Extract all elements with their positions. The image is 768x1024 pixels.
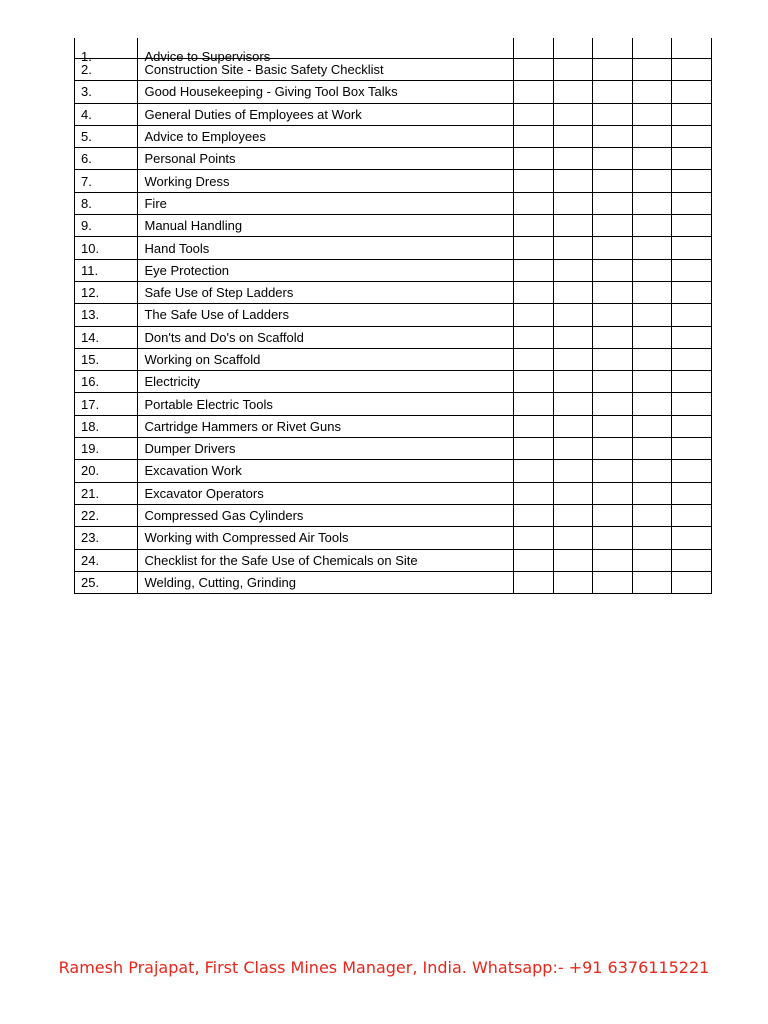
check-box-cell[interactable] bbox=[553, 482, 593, 504]
check-box-cell[interactable] bbox=[514, 549, 554, 571]
row-topic: Electricity bbox=[138, 371, 514, 393]
table-row bbox=[75, 482, 712, 504]
check-box-cell[interactable] bbox=[672, 326, 712, 348]
table-row bbox=[75, 393, 712, 415]
row-number: 21. bbox=[75, 482, 138, 504]
check-box-cell[interactable] bbox=[632, 237, 672, 259]
check-box-cell[interactable] bbox=[593, 59, 633, 81]
check-box-cell[interactable] bbox=[514, 371, 554, 393]
checklist-table-body bbox=[75, 38, 712, 594]
row-number: 12. bbox=[75, 281, 138, 303]
row-topic: Personal Points bbox=[138, 148, 514, 170]
check-box-cell[interactable] bbox=[672, 81, 712, 103]
check-box-cell[interactable] bbox=[593, 215, 633, 237]
check-box-cell[interactable] bbox=[593, 348, 633, 370]
table-row bbox=[75, 170, 712, 192]
check-box-cell[interactable] bbox=[553, 393, 593, 415]
check-box-cell[interactable] bbox=[632, 438, 672, 460]
check-box-cell[interactable] bbox=[632, 504, 672, 526]
check-box-cell[interactable] bbox=[553, 259, 593, 281]
check-box-cell[interactable] bbox=[593, 549, 633, 571]
check-box-cell[interactable] bbox=[593, 304, 633, 326]
table-row bbox=[75, 460, 712, 482]
check-box-cell[interactable] bbox=[632, 415, 672, 437]
check-box-cell[interactable] bbox=[514, 460, 554, 482]
row-number: 25. bbox=[75, 571, 138, 593]
row-number: 17. bbox=[75, 393, 138, 415]
check-box-cell[interactable] bbox=[514, 38, 554, 59]
check-box-cell[interactable] bbox=[553, 371, 593, 393]
check-box-cell[interactable] bbox=[514, 304, 554, 326]
check-box-cell[interactable] bbox=[553, 504, 593, 526]
table-row bbox=[75, 438, 712, 460]
check-box-cell[interactable] bbox=[514, 259, 554, 281]
table-row bbox=[75, 125, 712, 147]
check-box-cell[interactable] bbox=[672, 504, 712, 526]
check-box-cell[interactable] bbox=[672, 571, 712, 593]
check-box-cell[interactable] bbox=[593, 148, 633, 170]
table-row bbox=[75, 415, 712, 437]
check-box-cell[interactable] bbox=[553, 348, 593, 370]
table-row bbox=[75, 81, 712, 103]
check-box-cell[interactable] bbox=[672, 281, 712, 303]
row-number: 4. bbox=[75, 103, 138, 125]
row-topic: Good Housekeeping - Giving Tool Box Talks bbox=[138, 81, 514, 103]
table-row bbox=[75, 237, 712, 259]
check-box-cell[interactable] bbox=[553, 237, 593, 259]
row-topic: Working Dress bbox=[138, 170, 514, 192]
check-box-cell[interactable] bbox=[593, 237, 633, 259]
row-topic: Working on Scaffold bbox=[138, 348, 514, 370]
check-box-cell[interactable] bbox=[553, 215, 593, 237]
table-row bbox=[75, 281, 712, 303]
check-box-cell[interactable] bbox=[553, 103, 593, 125]
check-box-cell[interactable] bbox=[553, 170, 593, 192]
check-box-cell[interactable] bbox=[514, 326, 554, 348]
check-box-cell[interactable] bbox=[672, 371, 712, 393]
check-box-cell[interactable] bbox=[593, 527, 633, 549]
table-row bbox=[75, 148, 712, 170]
check-box-cell[interactable] bbox=[632, 371, 672, 393]
check-box-cell[interactable] bbox=[632, 348, 672, 370]
row-topic: Compressed Gas Cylinders bbox=[138, 504, 514, 526]
check-box-cell[interactable] bbox=[593, 103, 633, 125]
row-topic: General Duties of Employees at Work bbox=[138, 103, 514, 125]
row-topic: Fire bbox=[138, 192, 514, 214]
check-box-cell[interactable] bbox=[672, 38, 712, 59]
row-number: 24. bbox=[75, 549, 138, 571]
row-number: 19. bbox=[75, 438, 138, 460]
footer-watermark-banner: Ramesh Prajapat, First Class Mines Manager, India. Whatsapp:- +91 6376115221 bbox=[58, 958, 710, 977]
check-box-cell[interactable] bbox=[632, 215, 672, 237]
check-box-cell[interactable] bbox=[514, 237, 554, 259]
check-box-cell[interactable] bbox=[672, 482, 712, 504]
check-box-cell[interactable] bbox=[672, 348, 712, 370]
check-box-cell[interactable] bbox=[514, 59, 554, 81]
check-box-cell[interactable] bbox=[672, 170, 712, 192]
row-number: 9. bbox=[75, 215, 138, 237]
check-box-cell[interactable] bbox=[553, 281, 593, 303]
row-number: 7. bbox=[75, 170, 138, 192]
check-box-cell[interactable] bbox=[672, 59, 712, 81]
check-box-cell[interactable] bbox=[553, 460, 593, 482]
check-box-cell[interactable] bbox=[632, 148, 672, 170]
table-row bbox=[75, 504, 712, 526]
check-box-cell[interactable] bbox=[672, 125, 712, 147]
check-box-cell[interactable] bbox=[514, 281, 554, 303]
check-box-cell[interactable] bbox=[593, 415, 633, 437]
row-topic: Dumper Drivers bbox=[138, 438, 514, 460]
row-number: 20. bbox=[75, 460, 138, 482]
row-topic-cell bbox=[138, 38, 514, 64]
check-box-cell[interactable] bbox=[672, 415, 712, 437]
check-box-cell[interactable] bbox=[514, 504, 554, 526]
table-row bbox=[75, 527, 712, 549]
check-box-cell[interactable] bbox=[514, 482, 554, 504]
check-box-cell[interactable] bbox=[593, 170, 633, 192]
check-box-cell[interactable] bbox=[593, 571, 633, 593]
row-topic: Working with Compressed Air Tools bbox=[138, 527, 514, 549]
check-box-cell[interactable] bbox=[553, 38, 593, 59]
check-box-cell[interactable] bbox=[514, 103, 554, 125]
check-box-cell[interactable] bbox=[632, 103, 672, 125]
row-number: 1. bbox=[81, 49, 92, 64]
check-box-cell[interactable] bbox=[593, 482, 633, 504]
check-box-cell[interactable] bbox=[672, 215, 712, 237]
check-box-cell[interactable] bbox=[672, 237, 712, 259]
check-box-cell[interactable] bbox=[672, 192, 712, 214]
check-box-cell[interactable] bbox=[593, 81, 633, 103]
check-box-cell[interactable] bbox=[632, 259, 672, 281]
check-box-cell[interactable] bbox=[553, 415, 593, 437]
check-box-cell[interactable] bbox=[553, 148, 593, 170]
check-box-cell[interactable] bbox=[672, 259, 712, 281]
row-topic: The Safe Use of Ladders bbox=[138, 304, 514, 326]
row-topic: Construction Site - Basic Safety Checklist bbox=[138, 59, 514, 81]
check-box-cell[interactable] bbox=[514, 125, 554, 147]
toolbox-talks-checklist-table bbox=[74, 38, 712, 594]
table-row bbox=[75, 326, 712, 348]
check-box-cell[interactable] bbox=[632, 38, 672, 59]
row-number: 15. bbox=[75, 348, 138, 370]
row-number: 13. bbox=[75, 304, 138, 326]
check-box-cell[interactable] bbox=[672, 304, 712, 326]
check-box-cell[interactable] bbox=[553, 438, 593, 460]
check-box-cell[interactable] bbox=[632, 192, 672, 214]
check-box-cell[interactable] bbox=[553, 326, 593, 348]
row-number: 11. bbox=[75, 259, 138, 281]
check-box-cell[interactable] bbox=[553, 125, 593, 147]
row-number: 8. bbox=[75, 192, 138, 214]
table-row bbox=[75, 571, 712, 593]
check-box-cell[interactable] bbox=[632, 281, 672, 303]
row-topic: Cartridge Hammers or Rivet Guns bbox=[138, 415, 514, 437]
table-row bbox=[75, 259, 712, 281]
table-row bbox=[75, 304, 712, 326]
check-box-cell[interactable] bbox=[632, 549, 672, 571]
table-row bbox=[75, 371, 712, 393]
check-box-cell[interactable] bbox=[632, 571, 672, 593]
row-number-cell bbox=[75, 38, 138, 64]
table-row bbox=[75, 549, 712, 571]
row-topic: Excavator Operators bbox=[138, 482, 514, 504]
check-box-cell[interactable] bbox=[672, 549, 712, 571]
check-box-cell[interactable] bbox=[593, 504, 633, 526]
row-topic: Safe Use of Step Ladders bbox=[138, 281, 514, 303]
row-number: 10. bbox=[75, 237, 138, 259]
check-box-cell[interactable] bbox=[632, 393, 672, 415]
row-number: 5. bbox=[75, 125, 138, 147]
check-box-cell[interactable] bbox=[514, 81, 554, 103]
check-box-cell[interactable] bbox=[672, 438, 712, 460]
check-box-cell[interactable] bbox=[593, 438, 633, 460]
check-box-cell[interactable] bbox=[672, 460, 712, 482]
check-box-cell[interactable] bbox=[514, 348, 554, 370]
check-box-cell[interactable] bbox=[553, 304, 593, 326]
check-box-cell[interactable] bbox=[593, 281, 633, 303]
check-box-cell[interactable] bbox=[672, 393, 712, 415]
row-number: 22. bbox=[75, 504, 138, 526]
row-topic: Portable Electric Tools bbox=[138, 393, 514, 415]
check-box-cell[interactable] bbox=[593, 125, 633, 147]
check-box-cell[interactable] bbox=[632, 125, 672, 147]
table-row bbox=[75, 103, 712, 125]
check-box-cell[interactable] bbox=[514, 148, 554, 170]
row-topic: Excavation Work bbox=[138, 460, 514, 482]
row-topic: Hand Tools bbox=[138, 237, 514, 259]
check-box-cell[interactable] bbox=[672, 103, 712, 125]
table-row bbox=[75, 348, 712, 370]
row-number: 6. bbox=[75, 148, 138, 170]
row-number: 3. bbox=[75, 81, 138, 103]
row-number: 18. bbox=[75, 415, 138, 437]
check-box-cell[interactable] bbox=[514, 393, 554, 415]
check-box-cell[interactable] bbox=[593, 192, 633, 214]
check-box-cell[interactable] bbox=[672, 148, 712, 170]
check-box-cell[interactable] bbox=[593, 371, 633, 393]
check-box-cell[interactable] bbox=[514, 571, 554, 593]
table-row bbox=[75, 59, 712, 81]
check-box-cell[interactable] bbox=[632, 460, 672, 482]
check-box-cell[interactable] bbox=[632, 304, 672, 326]
check-box-cell[interactable] bbox=[632, 81, 672, 103]
row-number: 14. bbox=[75, 326, 138, 348]
check-box-cell[interactable] bbox=[672, 527, 712, 549]
check-box-cell[interactable] bbox=[553, 59, 593, 81]
check-box-cell[interactable] bbox=[514, 192, 554, 214]
check-box-cell[interactable] bbox=[593, 259, 633, 281]
checklist-table-wrapper bbox=[74, 38, 712, 594]
row-topic: Checklist for the Safe Use of Chemicals on Site bbox=[138, 549, 514, 571]
check-box-cell[interactable] bbox=[632, 326, 672, 348]
check-box-cell[interactable] bbox=[632, 170, 672, 192]
check-box-cell[interactable] bbox=[553, 571, 593, 593]
row-number: 2. bbox=[75, 59, 138, 81]
row-topic: Eye Protection bbox=[138, 259, 514, 281]
check-box-cell[interactable] bbox=[593, 38, 633, 59]
row-topic: Advice to Employees bbox=[138, 125, 514, 147]
row-topic: Manual Handling bbox=[138, 215, 514, 237]
row-topic: Don'ts and Do's on Scaffold bbox=[138, 326, 514, 348]
check-box-cell[interactable] bbox=[553, 527, 593, 549]
check-box-cell[interactable] bbox=[593, 460, 633, 482]
check-box-cell[interactable] bbox=[593, 393, 633, 415]
check-box-cell[interactable] bbox=[632, 482, 672, 504]
check-box-cell[interactable] bbox=[593, 326, 633, 348]
check-box-cell[interactable] bbox=[553, 549, 593, 571]
check-box-cell[interactable] bbox=[632, 527, 672, 549]
table-row bbox=[75, 215, 712, 237]
table-row bbox=[75, 192, 712, 214]
check-box-cell[interactable] bbox=[514, 215, 554, 237]
check-box-cell[interactable] bbox=[514, 527, 554, 549]
check-box-cell[interactable] bbox=[514, 415, 554, 437]
row-topic: Advice to Supervisors bbox=[144, 49, 271, 64]
table-row-cut-off bbox=[75, 38, 712, 59]
check-box-cell[interactable] bbox=[632, 59, 672, 81]
check-box-cell[interactable] bbox=[553, 192, 593, 214]
row-number: 23. bbox=[75, 527, 138, 549]
check-box-cell[interactable] bbox=[514, 170, 554, 192]
row-number: 16. bbox=[75, 371, 138, 393]
check-box-cell[interactable] bbox=[514, 438, 554, 460]
row-topic: Welding, Cutting, Grinding bbox=[138, 571, 514, 593]
check-box-cell[interactable] bbox=[553, 81, 593, 103]
